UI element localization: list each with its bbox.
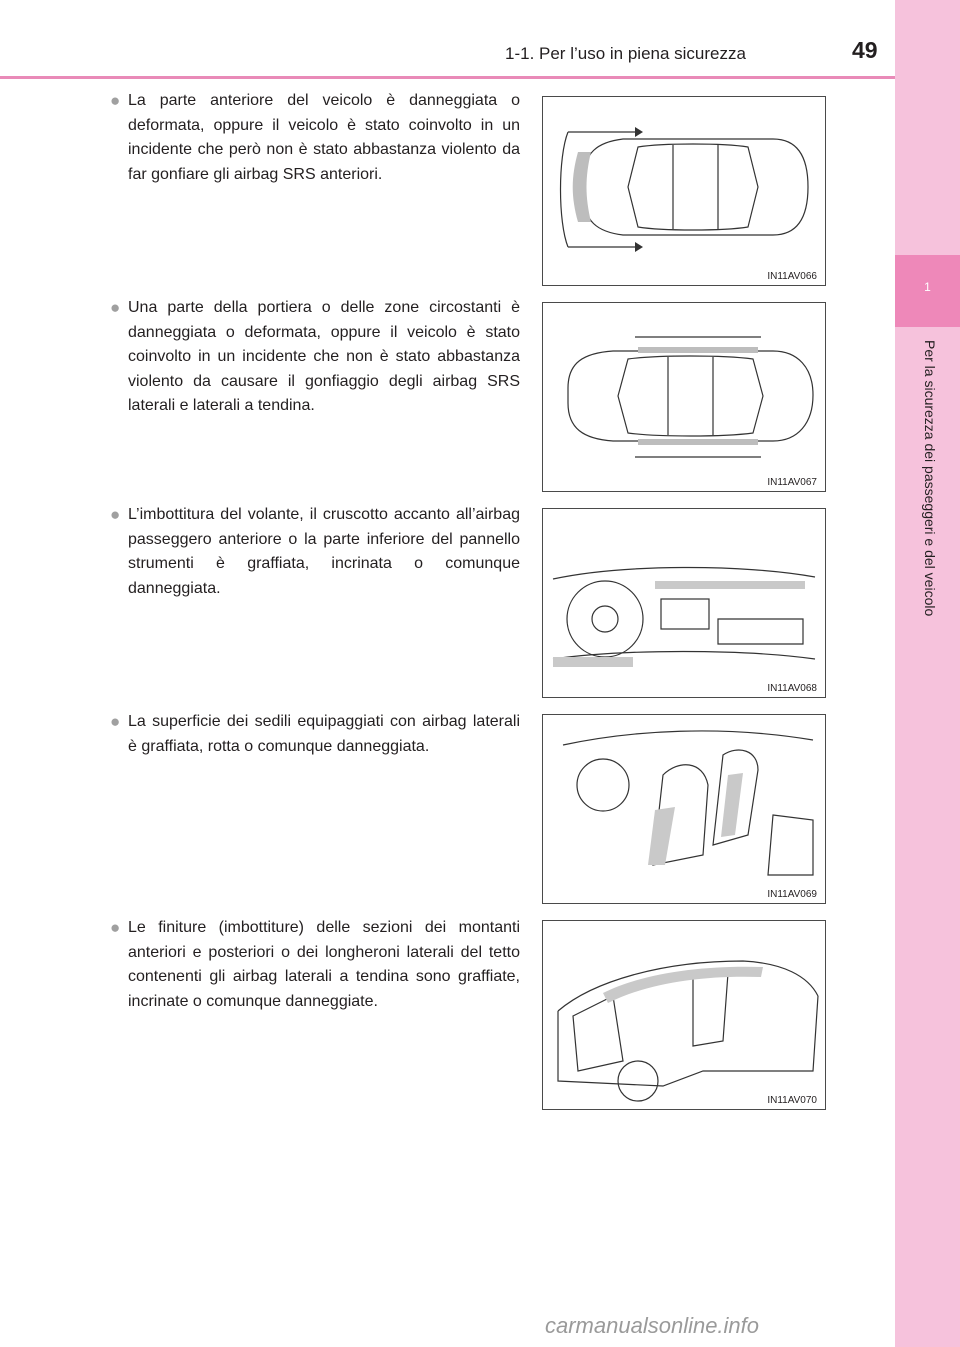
curtain-airbag-icon <box>543 921 825 1109</box>
list-item <box>110 89 520 187</box>
bullet-icon: ● <box>110 91 121 110</box>
car-top-view-front-damage-icon <box>543 97 825 285</box>
dashboard-icon <box>543 509 825 697</box>
list-item <box>110 916 520 1014</box>
list-item <box>110 296 520 419</box>
watermark: carmanualsonline.info <box>545 1313 760 1338</box>
chapter-number: 1 <box>924 280 931 294</box>
list-item <box>110 710 520 759</box>
figure-code: IN11AV070 <box>767 1095 817 1106</box>
bullet-icon: ● <box>110 918 121 937</box>
figure-front-damage <box>542 96 826 286</box>
bullet-icon: ● <box>110 712 121 731</box>
item-text: Una parte della portiera o delle zone circostanti è danneggiata o deformata, oppure il veicolo è stato coinvolto in un incidente che non è stato abbastanza violento da causare il gonfiaggio degli airbag SRS laterali e laterali a tendina. <box>128 299 520 414</box>
chapter-title: Per la sicurezza dei passeggeri e del veicolo <box>922 340 938 617</box>
car-top-view-side-damage-icon <box>543 303 825 491</box>
figure-curtain-airbag <box>542 920 826 1110</box>
figure-code: IN11AV067 <box>767 477 817 488</box>
bullet-icon: ● <box>110 505 121 524</box>
bullet-icon: ● <box>110 298 121 317</box>
item-text: Le finiture (imbottiture) delle sezioni dei montanti anteriori e posteriori o dei longheroni laterali del tetto contenenti gli airbag laterali a tendina sono graffiate, incrinate o comunque danneggiate. <box>128 919 520 1010</box>
header-rule <box>0 76 895 79</box>
list-item <box>110 503 520 601</box>
figure-dashboard <box>542 508 826 698</box>
seat-side-airbag-icon <box>543 715 825 903</box>
item-text: La parte anteriore del veicolo è danneggiata o deformata, oppure il veicolo è stato coinvolto in un incidente che però non è stato abbastanza violento da far gonfiare gli airbag SRS anteriori. <box>128 92 520 183</box>
item-text: L’imbottitura del volante, il cruscotto accanto all’airbag passeggero anteriore o la parte inferiore del pannello strumenti è graffiata, incrinata o comunque danneggiata. <box>128 506 520 597</box>
figure-code: IN11AV069 <box>767 889 817 900</box>
figure-code: IN11AV066 <box>767 271 817 282</box>
figure-side-damage <box>542 302 826 492</box>
page-number: 49 <box>852 37 878 63</box>
item-text: La superficie dei sedili equipaggiati con airbag laterali è graffiata, rotta o comunque danneggiata. <box>128 713 520 755</box>
section-title: 1-1. Per l’uso in piena sicurezza <box>505 44 746 63</box>
figure-code: IN11AV068 <box>767 683 817 694</box>
figure-seats <box>542 714 826 904</box>
